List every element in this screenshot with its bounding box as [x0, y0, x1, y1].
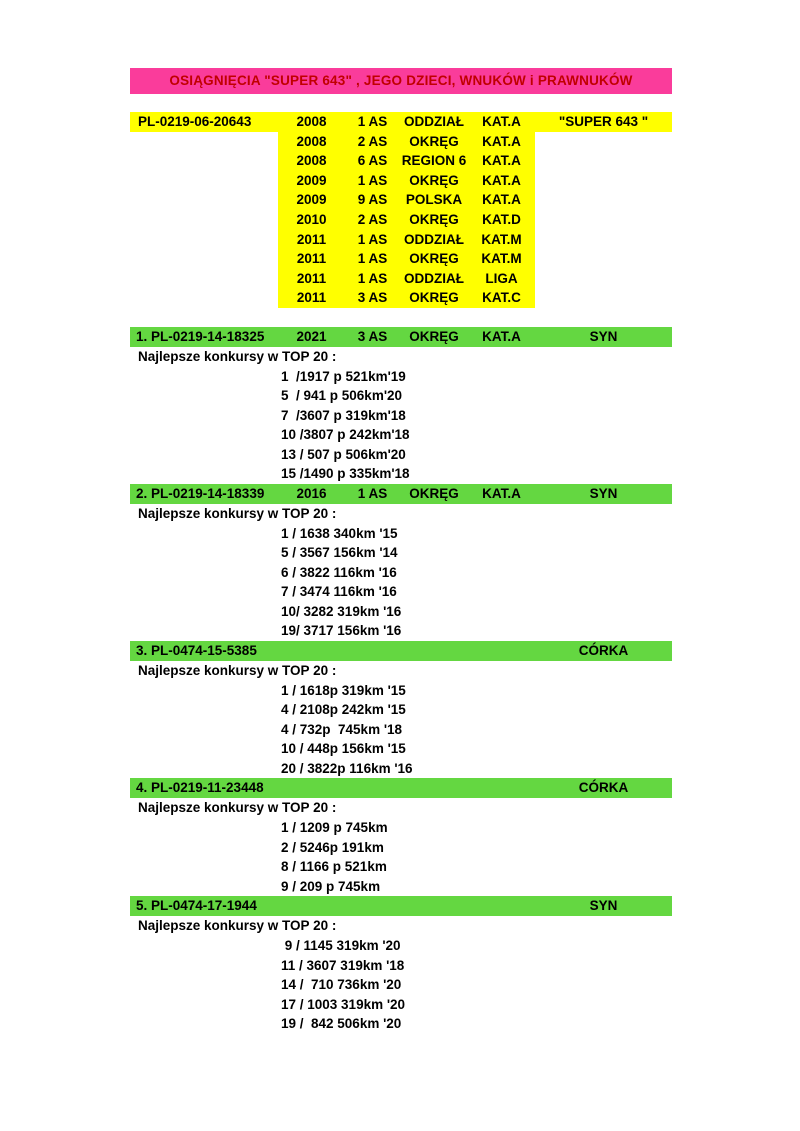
results-list: [130, 936, 672, 1034]
relation-cell: SYN: [589, 898, 618, 914]
descendant-section: [130, 896, 672, 1034]
relation-cell: SYN: [589, 328, 618, 344]
results-list: [130, 681, 672, 779]
relation-cell: CÓRKA: [578, 780, 629, 796]
result-line: 8 / 1166 p 521km: [281, 859, 387, 875]
section-label: 2. PL-0219-14-18339: [136, 485, 265, 501]
result-line: 11 / 3607 319km '18: [281, 957, 405, 973]
descendant-section: [130, 484, 672, 641]
result-line: 20 / 3822p 116km '16: [281, 760, 413, 776]
ancestor-row: [130, 190, 672, 210]
result-line: 1 / 1638 340km '15: [281, 525, 398, 541]
year-cell: 2008: [278, 151, 345, 171]
year-cell: 2009: [278, 190, 345, 210]
result-line: 1 /1917 p 521km'19: [281, 368, 406, 384]
spacer: [130, 308, 672, 327]
category-cell: KAT.A: [468, 112, 535, 132]
result-line: 19 / 842 506km '20: [281, 1016, 402, 1032]
level-cell: OKRĘG: [409, 485, 459, 501]
pigeon-name-cell: [535, 190, 672, 210]
place-cell: [345, 896, 400, 916]
ring-number-cell: [130, 190, 278, 210]
result-line: 14 / 710 736km '20: [281, 977, 402, 993]
place-cell: [345, 778, 400, 798]
place-cell: 6 AS: [345, 151, 400, 171]
level-cell: OKRĘG: [400, 132, 468, 152]
year-cell: 2011: [278, 288, 345, 308]
category-cell: KAT.A: [468, 190, 535, 210]
section-header: [130, 896, 672, 916]
result-line: 10 / 448p 156km '15: [281, 741, 406, 757]
relation-cell: CÓRKA: [578, 642, 629, 658]
ring-number-cell: [130, 151, 278, 171]
place-cell: [345, 641, 400, 661]
year-cell: 2009: [278, 171, 345, 191]
ring-number-cell: [130, 132, 278, 152]
pigeon-name-cell: [535, 151, 672, 171]
level-cell: OKRĘG: [400, 210, 468, 230]
place-cell: 3 AS: [345, 288, 400, 308]
top20-label: Najlepsze konkursy w TOP 20 :: [138, 800, 337, 816]
ring-number-cell: [130, 249, 278, 269]
result-line: 5 / 3567 156km '14: [281, 545, 398, 561]
result-line: 13 / 507 p 506km'20: [281, 446, 406, 462]
result-line: 10/ 3282 319km '16: [281, 603, 402, 619]
descendant-sections: [130, 327, 672, 1034]
spacer: [130, 94, 672, 112]
category-cell: KAT.A: [468, 171, 535, 191]
top20-label: Najlepsze konkursy w TOP 20 :: [138, 662, 337, 678]
ancestor-row: [130, 288, 672, 308]
year-cell: [278, 778, 345, 798]
level-cell: [400, 641, 468, 661]
ring-number-cell: [130, 269, 278, 289]
level-cell: OKRĘG: [409, 328, 459, 344]
document-content: [130, 68, 672, 1034]
descendant-section: [130, 641, 672, 779]
ring-number-cell: [130, 288, 278, 308]
place-cell: 9 AS: [345, 190, 400, 210]
year-cell: 2011: [278, 269, 345, 289]
level-cell: OKRĘG: [400, 288, 468, 308]
top20-label: Najlepsze konkursy w TOP 20 :: [138, 505, 337, 521]
ancestor-row: [130, 171, 672, 191]
category-cell: [468, 641, 535, 661]
year-cell: 2011: [278, 230, 345, 250]
year-cell: [278, 641, 345, 661]
place-cell: 1 AS: [345, 269, 400, 289]
result-line: 4 / 2108p 242km '15: [281, 702, 406, 718]
result-line: 6 / 3822 116km '16: [281, 564, 397, 580]
year-cell: [278, 896, 345, 916]
level-cell: REGION 6: [400, 151, 468, 171]
year-cell: 2011: [278, 249, 345, 269]
result-line: 7 /3607 p 319km'18: [281, 407, 406, 423]
top20-label: Najlepsze konkursy w TOP 20 :: [138, 918, 337, 934]
year-cell: 2010: [278, 210, 345, 230]
section-label: 1. PL-0219-14-18325: [136, 328, 265, 344]
year-cell: 2008: [278, 132, 345, 152]
category-cell: [468, 778, 535, 798]
page-title: OSIĄGNIĘCIA "SUPER 643" , JEGO DZIECI, WNUKÓW i PRAWNUKÓW: [130, 68, 672, 94]
result-line: 1 / 1209 p 745km: [281, 820, 388, 836]
level-cell: ODDZIAŁ: [400, 269, 468, 289]
result-line: 9 / 209 p 745km: [281, 878, 381, 894]
category-cell: [468, 896, 535, 916]
ancestor-row: [130, 249, 672, 269]
year-cell: 2016: [296, 485, 327, 501]
place-cell: 1 AS: [345, 230, 400, 250]
result-line: 1 / 1618p 319km '15: [281, 682, 406, 698]
descendant-section: [130, 327, 672, 484]
ring-number-cell: [130, 210, 278, 230]
pigeon-name-cell: [535, 269, 672, 289]
ring-number-cell: PL-0219-06-20643: [130, 112, 278, 132]
place-cell: 1 AS: [357, 485, 388, 501]
pigeon-name-cell: [535, 132, 672, 152]
place-cell: 1 AS: [345, 249, 400, 269]
section-label: 4. PL-0219-11-23448: [136, 780, 264, 796]
level-cell: [400, 896, 468, 916]
place-cell: 1 AS: [345, 171, 400, 191]
category-cell: KAT.A: [468, 132, 535, 152]
section-label: 5. PL-0474-17-1944: [136, 898, 257, 914]
section-header: [130, 778, 672, 798]
place-cell: 3 AS: [357, 328, 388, 344]
pigeon-name-cell: [535, 288, 672, 308]
ancestor-row: [130, 230, 672, 250]
result-line: 17 / 1003 319km '20: [281, 996, 406, 1012]
ancestor-row: [130, 112, 672, 132]
category-cell: KAT.M: [468, 230, 535, 250]
section-header: [130, 484, 672, 504]
results-list: [130, 818, 672, 896]
ancestor-row: [130, 132, 672, 152]
relation-cell: SYN: [589, 485, 618, 501]
result-line: 2 / 5246p 191km: [281, 839, 384, 855]
category-cell: KAT.A: [468, 151, 535, 171]
level-cell: ODDZIAŁ: [400, 230, 468, 250]
category-cell: LIGA: [468, 269, 535, 289]
pigeon-name-cell: [535, 249, 672, 269]
year-cell: 2008: [278, 112, 345, 132]
level-cell: ODDZIAŁ: [400, 112, 468, 132]
top20-label: Najlepsze konkursy w TOP 20 :: [138, 348, 337, 364]
result-line: 7 / 3474 116km '16: [281, 584, 397, 600]
place-cell: 2 AS: [345, 210, 400, 230]
level-cell: [400, 778, 468, 798]
level-cell: OKRĘG: [400, 171, 468, 191]
result-line: 9 / 1145 319km '20: [281, 938, 401, 954]
ancestor-row: [130, 151, 672, 171]
result-line: 19/ 3717 156km '16: [281, 623, 402, 639]
ancestor-table: [130, 112, 672, 308]
category-cell: KAT.M: [468, 249, 535, 269]
pigeon-name-cell: [535, 210, 672, 230]
category-cell: KAT.D: [468, 210, 535, 230]
results-list: [130, 524, 672, 641]
pigeon-name-cell: [535, 230, 672, 250]
pigeon-name-cell: [535, 171, 672, 191]
results-list: [130, 367, 672, 484]
ring-number-cell: [130, 230, 278, 250]
year-cell: 2021: [296, 328, 327, 344]
section-header: [130, 327, 672, 347]
result-line: 15 /1490 p 335km'18: [281, 466, 410, 482]
result-line: 5 / 941 p 506km'20: [281, 388, 403, 404]
section-header: [130, 641, 672, 661]
place-cell: 1 AS: [345, 112, 400, 132]
ancestor-row: [130, 269, 672, 289]
category-cell: KAT.C: [468, 288, 535, 308]
section-label: 3. PL-0474-15-5385: [136, 642, 257, 658]
descendant-section: [130, 778, 672, 896]
result-line: 10 /3807 p 242km'18: [281, 427, 410, 443]
level-cell: OKRĘG: [400, 249, 468, 269]
category-cell: KAT.A: [482, 485, 521, 501]
ring-number-cell: [130, 171, 278, 191]
result-line: 4 / 732p 745km '18: [281, 721, 403, 737]
category-cell: KAT.A: [482, 328, 521, 344]
level-cell: POLSKA: [400, 190, 468, 210]
ancestor-row: [130, 210, 672, 230]
pigeon-name-cell: "SUPER 643 ": [535, 112, 672, 132]
place-cell: 2 AS: [345, 132, 400, 152]
